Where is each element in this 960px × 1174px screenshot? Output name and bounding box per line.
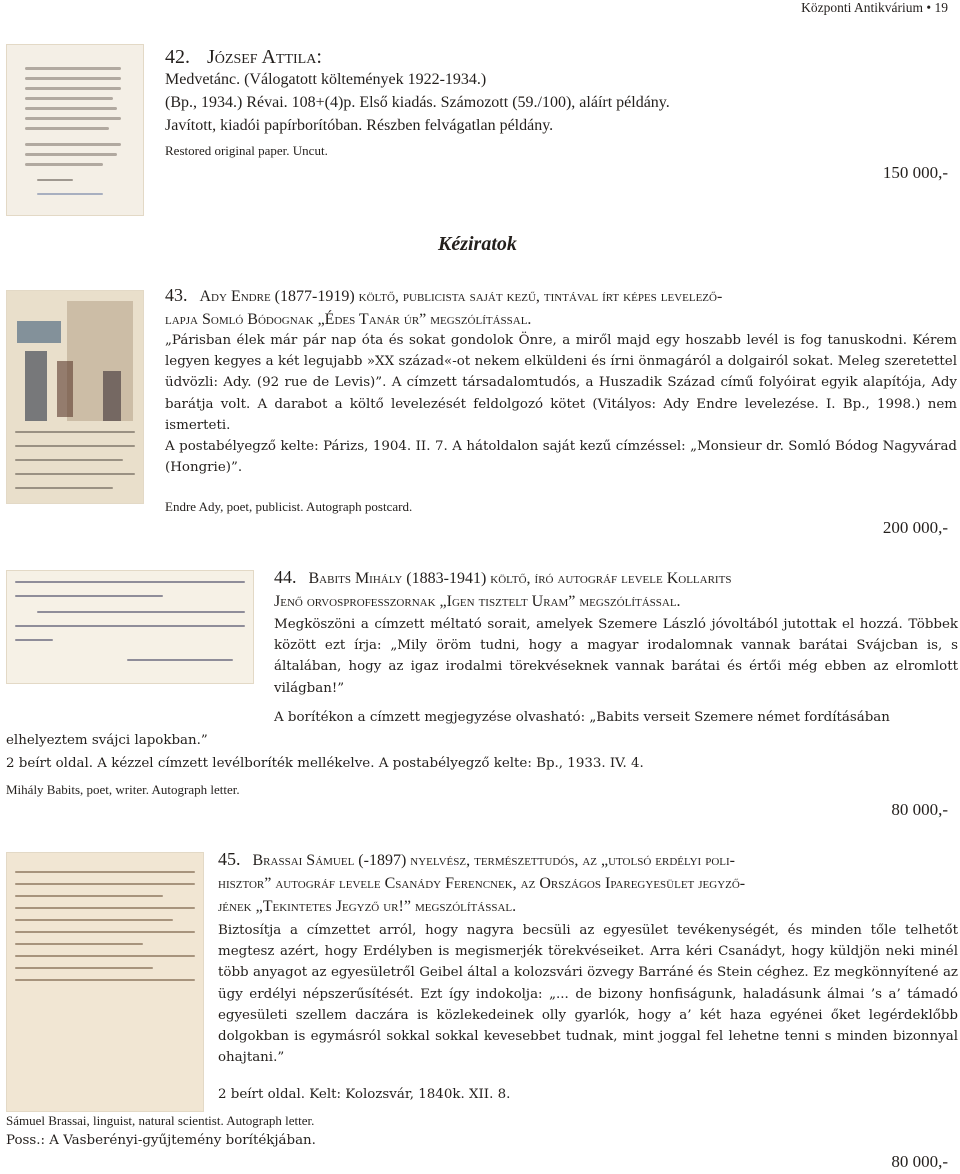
- entry-45-price: 80 000,-: [891, 1152, 948, 1171]
- entry-45-number: 45.: [218, 849, 241, 869]
- entry-44-title: [274, 566, 958, 613]
- entry-45-title-line-2: hisztor” autográf levele Csanády Ferencnek, az Országos Iparegyesület jegyző-: [218, 875, 746, 892]
- entry-44-title-line-1: Babits Mihály (1883-1941) költő, író autográf levele Kollarits: [308, 570, 732, 587]
- entry-45-title-line-3: jének „Tekintetes Jegyző ur!” megszólítással.: [218, 898, 517, 915]
- entry-43-title: [165, 284, 955, 331]
- book-title-page-image: [6, 44, 144, 216]
- entry-42-heading: [165, 44, 322, 70]
- entry-43-title-line-1: Ady Endre (1877-1919) költő, publicista saját kezű, tintával írt képes levelező-: [199, 288, 723, 305]
- entry-42-line-1: Medvetánc. (Válogatott költemények 1922-1934.): [165, 71, 487, 88]
- entry-43-description: [165, 330, 957, 478]
- entry-45-english: Sámuel Brassai, linguist, natural scientist. Autograph letter.: [6, 1113, 315, 1128]
- entry-43-number: 43.: [165, 285, 188, 305]
- section-title: Kéziratok: [438, 233, 517, 255]
- entry-44-para-1: Megköszöni a címzett méltató sorait, amelyek Szemere László jóvoltából jutottak el hozzá. Többek között ezt írja: „Mily öröm tudni, hogy a magyar irodalomnak vannak barátai Svájcban is, s általában, hogy az igaz irodalmi törekvéseknek vannak barátai és értői még ebben az elromlott világban!”: [274, 617, 958, 696]
- entry-44-para-2-end: elhelyeztem svájci lapokban.”: [6, 733, 208, 748]
- page-header: Központi Antikvárium • 19: [801, 0, 948, 15]
- entry-45-para-1: Biztosítja a címzettet arról, hogy nagyra becsüli az egyesület tevékenységét, és minden tőle telhetőt megtesz azért, hogy Erdélyben is megismerjék törekvéseiket. Arra kéri Csanádyt, hogy küldjön neki minél több anyagot az egyesületről Geibel által a kolozsvári özvegy Barráné és Stein céghez. Ez megkönnyítené az ügy erdélyi népszerűsítését. Ezt így indokolja: „... de bizony honfiságunk, haladásunk álmai ’s a’ támadó egyesületi szellem daczára is közlekedeinek olly gyarlók, hogy a’ két haza egyénei őket legérdeklőbb dolgokban is egymásról sokkal sokkal kevesebbet tudnak, mint joggal fel lehetne tenni s minden bizonnyal ohajtani.”: [218, 923, 958, 1066]
- entry-45-poss: Poss.: A Vasberényi-gyűjtemény borítékjában.: [6, 1133, 316, 1148]
- entry-43-price: 200 000,-: [882, 518, 948, 537]
- entry-44-price: 80 000,-: [891, 800, 948, 819]
- entry-43-para-2: A postabélyegző kelte: Párizs, 1904. II. 7. A hátoldalon saját kezű címzéssel: „Monsieur dr. Somló Bódog Nagyvárad (Hongrie)”.: [165, 439, 957, 476]
- postcard-image: [6, 290, 144, 504]
- entry-45-line-2: 2 beírt oldal. Kelt: Kolozsvár, 1840k. XII. 8.: [218, 1087, 511, 1102]
- entry-44-number: 44.: [274, 567, 297, 587]
- entry-43-english: Endre Ady, poet, publicist. Autograph postcard.: [165, 499, 413, 514]
- entry-42-line-3: Javított, kiadói papírborítóban. Részben felvágatlan példány.: [165, 117, 554, 134]
- entry-44-line-3: 2 beírt oldal. A kézzel címzett levélboríték mellékelve. A postabélyegző kelte: Bp., 1933. IV. 4.: [6, 756, 644, 771]
- letter-image: [6, 570, 254, 684]
- entry-45-title-line-1: Brassai Sámuel (-1897) nyelvész, természettudós, az „utolsó erdélyi poli-: [252, 852, 735, 869]
- entry-42-english: Restored original paper. Uncut.: [165, 143, 328, 158]
- entry-44-para-2-start: A borítékon a címzett megjegyzése olvasható: „Babits verseit Szemere német fordításában: [274, 710, 890, 725]
- entry-44-english: Mihály Babits, poet, writer. Autograph letter.: [6, 782, 240, 797]
- entry-43-title-line-2: lapja Somló Bódognak „Édes Tanár úr” megszólítással.: [165, 311, 532, 328]
- entry-42-author: József Attila:: [207, 46, 322, 68]
- entry-45-title: [218, 848, 958, 918]
- letter-image-45: [6, 852, 204, 1112]
- entry-42-number: 42.: [165, 46, 190, 68]
- entry-42-price: 150 000,-: [882, 163, 948, 182]
- entry-44-title-line-2: Jenő orvosprofesszornak „Igen tisztelt Uram” megszólítással.: [274, 593, 681, 610]
- entry-43-para-1: „Párisban élek már pár nap óta és sokat gondolok Önre, a miről majd egy hoszabb levél is fog tanuskodni. Kérem legyen kegyes a két legujabb »XX század«-ot nekem elküldeni és írni önmagáról a dolgairól sokat. Meleg szeretettel üdvözli: Ady. (92 rue de Levis)”. A címzett társadalomtudós, a Huszadik Század című folyóirat egyik alapítója, Ady barátja volt. A darabot a költő levelezését feldolgozó kötet (Vitályos: Ady Endre levelezése. I. Bp., 1998.) nem ismerteti.: [165, 333, 957, 433]
- entry-42-line-2: (Bp., 1934.) Révai. 108+(4)p. Első kiadás. Számozott (59./100), aláírt példány.: [165, 94, 670, 111]
